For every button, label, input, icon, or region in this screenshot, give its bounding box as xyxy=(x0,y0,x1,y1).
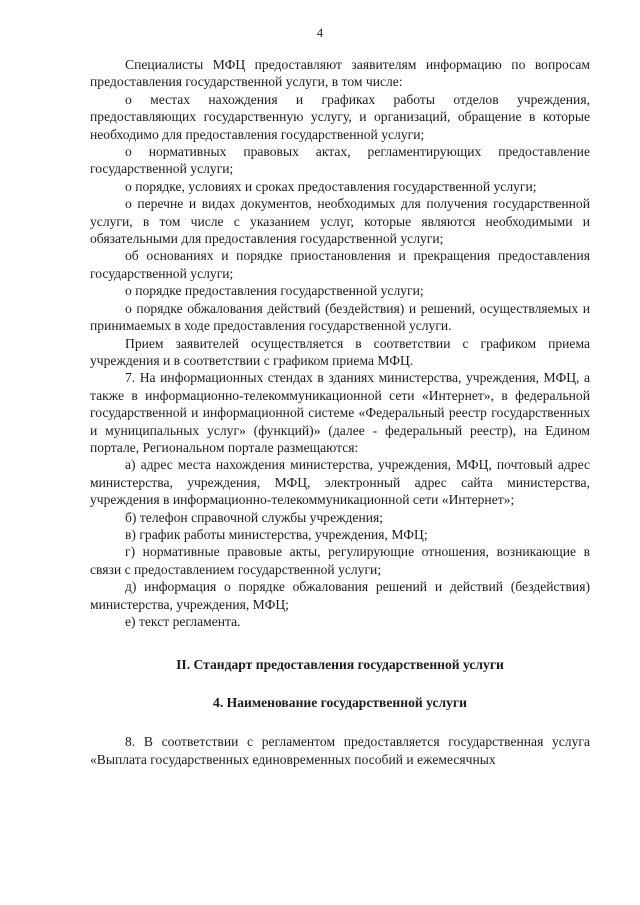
subsection-heading: 4. Наименование государственной услуги xyxy=(213,694,467,710)
paragraph-item: г) нормативные правовые акты, регулирующие отношения, возникающие в связи с предоставлением государственной услуги; xyxy=(90,544,590,577)
paragraph-item: д) информация о порядке обжалования решений и действий (бездействия) министерства, учреждения, МФЦ; xyxy=(90,579,590,612)
paragraph-item: е) текст регламента. xyxy=(125,614,241,629)
paragraph-item: о порядке предоставления государственной услуги; xyxy=(125,283,424,299)
paragraph-item: о порядке обжалования действий (бездействия) и решений, осуществляемых и принимаемых в ходе предоставления государственной услуги. xyxy=(90,300,590,334)
paragraph-clause-8: 8. В соответствии с регламентом предоставляется государственная услуга «Выплата государственных единовременных пособий и ежемесячных xyxy=(90,734,590,767)
page-number: 4 xyxy=(316,26,324,40)
paragraph-item: об основаниях и порядке приостановления и прекращения предоставления государственной услуги; xyxy=(90,248,590,281)
paragraph-item: а) адрес места нахождения министерства, учреждения, МФЦ, почтовый адрес министерства, учреждения, МФЦ, электронный адрес сайта министерства, учреждения в информационно-телекоммуникационной сети «Интернет»; xyxy=(90,457,590,508)
page-body xyxy=(90,56,590,768)
paragraph-item: о перечне и видах документов, необходимых для получения государственной услуги, в том числе с указанием услуг, которые являются необходимыми и обязательными для предоставления государственной услуги; xyxy=(90,196,590,247)
paragraph-item: о порядке, условиях и сроках предоставления государственной услуги; xyxy=(125,178,537,194)
paragraph-item: в) график работы министерства, учреждения, МФЦ; xyxy=(125,526,428,542)
paragraph-reception: Прием заявителей осуществляется в соответствии с графиком приема учреждения и в соответствии с графиком приема МФЦ. xyxy=(90,335,590,368)
paragraph-item: о нормативных правовых актах, регламентирующих предоставление государственной услуги; xyxy=(90,144,590,177)
section-heading: II. Стандарт предоставления государственной услуги xyxy=(176,657,504,673)
paragraph-intro: Специалисты МФЦ предоставляют заявителям информацию по вопросам предоставления государственной услуги, в том числе: xyxy=(90,57,590,90)
paragraph-clause-7: 7. На информационных стендах в зданиях министерства, учреждения, МФЦ, а также в информационно-телекоммуникационной сети «Интернет», в федеральной государственной и информационной системе «Федеральный реестр государственных и муниципальных услуг» (функций)» (далее - федеральный реестр), на Едином портале, Региональном портале размещаются: xyxy=(90,370,590,455)
paragraph-item: о местах нахождения и графиках работы отделов учреждения, предоставляющих государственную услугу, и организаций, обращение в которые необходимо для предоставления государственной услуги; xyxy=(90,91,590,142)
paragraph-item: б) телефон справочной службы учреждения; xyxy=(125,509,384,525)
